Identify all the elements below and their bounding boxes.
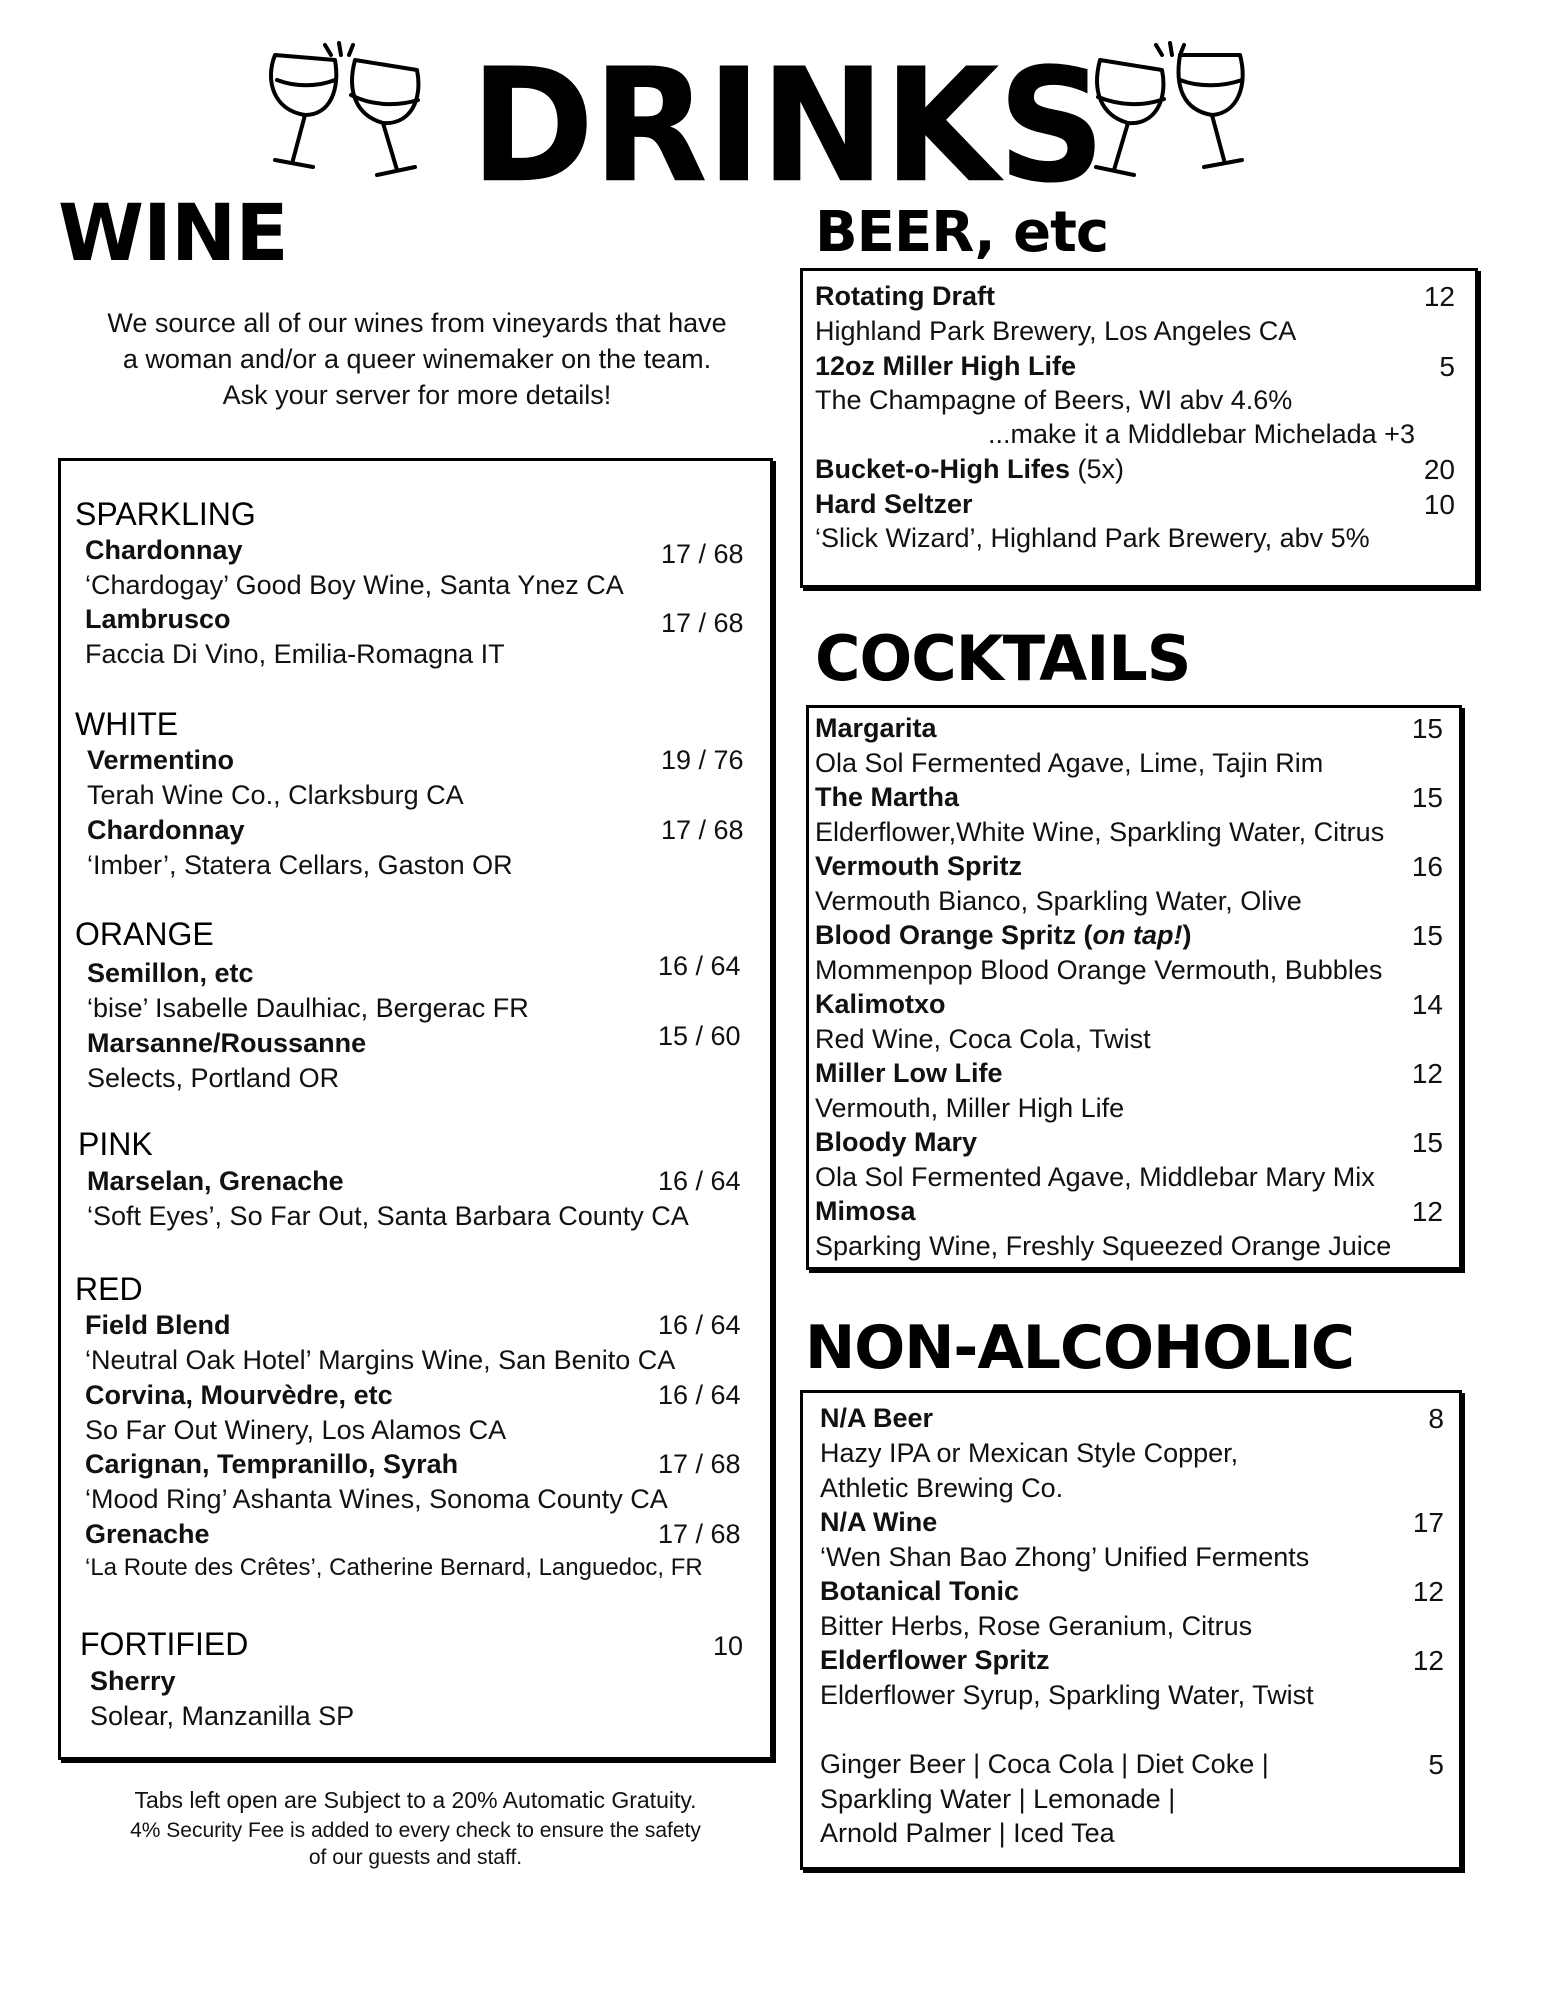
- beer-item-name: 12oz Miller High Life: [815, 351, 1077, 381]
- wine-item-price: 10: [713, 1631, 744, 1661]
- cocktail-item-name: The Martha: [815, 782, 960, 812]
- cocktail-item-price: 15: [1411, 782, 1443, 813]
- wine-item-name: Semillon, etc: [87, 958, 254, 988]
- cocktail-item-name: Margarita: [815, 713, 937, 743]
- beer-heading: BEER, etc: [815, 200, 1109, 265]
- section-title-sparkling: SPARKLING: [75, 496, 256, 532]
- wine-intro-line: Ask your server for more details!: [222, 380, 612, 410]
- wine-item-desc: ‘bise’ Isabelle Daulhiac, Bergerac FR: [87, 993, 529, 1023]
- wine-item-price: 15 / 60: [658, 1021, 741, 1051]
- wine-item-name: Sherry: [90, 1666, 176, 1696]
- wine-item-desc: ‘La Route des Crêtes’, Catherine Bernard, Languedoc, FR: [85, 1554, 703, 1581]
- wine-item-price: 16 / 64: [658, 1380, 741, 1410]
- cocktail-item-desc: Elderflower,White Wine, Sparkling Water, Citrus: [815, 817, 1385, 847]
- wine-item-desc: Selects, Portland OR: [87, 1063, 340, 1093]
- beer-item-price: 5: [1439, 351, 1455, 382]
- wine-item-name: Marselan, Grenache: [87, 1166, 344, 1196]
- non-alcoholic-heading: NON-ALCOHOLIC: [805, 1313, 1354, 1383]
- cocktail-item-price: 12: [1411, 1196, 1443, 1227]
- cocktail-item-price: 16: [1411, 851, 1443, 882]
- beer-item-name-text: Bucket-o-High Lifes: [815, 454, 1071, 484]
- beer-item-desc: The Champagne of Beers, WI abv 4.6%: [815, 385, 1293, 415]
- wine-item-desc: ‘Chardogay’ Good Boy Wine, Santa Ynez CA: [85, 570, 624, 600]
- beer-item-price: 12: [1423, 281, 1455, 312]
- security-fee-notice: [58, 1817, 773, 1871]
- wine-item-desc: Faccia Di Vino, Emilia-Romagna IT: [85, 639, 505, 669]
- na-item-desc: ‘Wen Shan Bao Zhong’ Unified Ferments: [820, 1542, 1310, 1572]
- cocktail-item-name: Bloody Mary: [815, 1127, 978, 1157]
- na-item-desc: Bitter Herbs, Rose Geranium, Citrus: [820, 1611, 1253, 1641]
- wine-item-price: 16 / 64: [658, 1310, 741, 1340]
- cocktail-item-price: 15: [1411, 1127, 1443, 1158]
- cocktails-list: [806, 705, 1462, 1270]
- wine-item-name: Lambrusco: [85, 604, 231, 634]
- beer-item-price: 20: [1423, 454, 1455, 485]
- cocktail-item-name: Kalimotxo: [815, 989, 946, 1019]
- section-title-pink: PINK: [78, 1126, 153, 1162]
- wine-heading: WINE: [58, 189, 288, 279]
- wine-item-name: Field Blend: [85, 1310, 231, 1340]
- beer-item-name: Rotating Draft: [815, 281, 995, 311]
- soda-list-line: Arnold Palmer | Iced Tea: [820, 1818, 1115, 1848]
- cocktail-item-desc: Ola Sol Fermented Agave, Lime, Tajin Rim: [815, 748, 1324, 778]
- wine-item-name: Marsanne/Roussanne: [87, 1028, 367, 1058]
- wine-item-price: 17 / 68: [661, 539, 744, 569]
- cocktail-item-price: 15: [1411, 713, 1443, 744]
- section-title-fortified: FORTIFIED: [80, 1626, 249, 1662]
- beer-item-name: Hard Seltzer: [815, 489, 973, 519]
- na-item-name: Botanical Tonic: [820, 1576, 1020, 1606]
- wine-glasses-toast-icon: [1080, 35, 1260, 185]
- beer-item-name: [815, 454, 1124, 485]
- cocktail-item-name-end: ): [1182, 920, 1192, 950]
- na-item-price: 12: [1412, 1576, 1444, 1607]
- wine-item-price: 16 / 64: [658, 1166, 741, 1196]
- wine-list: [58, 458, 773, 1760]
- section-title-white: WHITE: [75, 706, 179, 742]
- wine-item-price: 17 / 68: [658, 1519, 741, 1549]
- na-item-price: 17: [1412, 1507, 1444, 1538]
- wine-item-price: 17 / 68: [658, 1449, 741, 1479]
- soda-list-line: Sparkling Water | Lemonade |: [820, 1784, 1176, 1814]
- cocktail-item-name: [815, 920, 1192, 951]
- wine-item-desc: Terah Wine Co., Clarksburg CA: [87, 780, 464, 810]
- page-title: DRINKS: [470, 35, 1104, 219]
- cocktails-heading: COCKTAILS: [815, 622, 1191, 695]
- na-item-desc: Elderflower Syrup, Sparkling Water, Twist: [820, 1680, 1314, 1710]
- wine-item-price: 16 / 64: [658, 951, 741, 981]
- na-item-price: 8: [1428, 1403, 1444, 1434]
- soda-price: 5: [1428, 1749, 1444, 1780]
- na-item-desc: Hazy IPA or Mexican Style Copper,: [820, 1438, 1239, 1468]
- wine-item-desc: ‘Imber’, Statera Cellars, Gaston OR: [87, 850, 513, 880]
- cocktail-item-name: Mimosa: [815, 1196, 916, 1226]
- beer-item-price: 10: [1423, 489, 1455, 520]
- security-fee-line: 4% Security Fee is added to every check to ensure the safety: [130, 1819, 701, 1842]
- wine-item-desc: ‘Neutral Oak Hotel’ Margins Wine, San Benito CA: [85, 1345, 676, 1375]
- wine-intro-line: a woman and/or a queer winemaker on the team.: [122, 344, 712, 374]
- cocktail-item-desc: Red Wine, Coca Cola, Twist: [815, 1024, 1151, 1054]
- wine-item-name: Chardonnay: [87, 815, 245, 845]
- wine-intro: [72, 305, 762, 413]
- wine-intro-line: We source all of our wines from vineyards that have: [107, 308, 727, 338]
- wine-item-desc: Solear, Manzanilla SP: [90, 1701, 355, 1731]
- wine-item-price: 19 / 76: [661, 745, 744, 775]
- security-fee-line: of our guests and staff.: [308, 1846, 523, 1869]
- beer-list: [800, 268, 1478, 588]
- beer-item-qty: (5x): [1077, 454, 1125, 484]
- na-item-desc: Athletic Brewing Co.: [820, 1473, 1064, 1503]
- wine-item-name: Grenache: [85, 1519, 210, 1549]
- wine-item-name: Corvina, Mourvèdre, etc: [85, 1380, 393, 1410]
- section-title-orange: ORANGE: [75, 916, 214, 952]
- wine-item-name: Chardonnay: [85, 535, 243, 565]
- beer-item-desc: ‘Slick Wizard’, Highland Park Brewery, abv 5%: [815, 523, 1370, 553]
- cocktail-item-price: 12: [1411, 1058, 1443, 1089]
- beer-item-note: ...make it a Middlebar Michelada +3: [988, 419, 1415, 449]
- cocktail-item-desc: Ola Sol Fermented Agave, Middlebar Mary Mix: [815, 1162, 1375, 1192]
- wine-item-desc: ‘Mood Ring’ Ashanta Wines, Sonoma County CA: [85, 1484, 668, 1514]
- cocktail-item-name-text: Blood Orange Spritz (: [815, 920, 1093, 950]
- cocktail-item-price: 14: [1411, 989, 1443, 1020]
- wine-item-price: 17 / 68: [661, 608, 744, 638]
- wine-glasses-toast-icon: [255, 35, 435, 185]
- cocktail-item-desc: Vermouth Bianco, Sparkling Water, Olive: [815, 886, 1302, 916]
- non-alcoholic-list: [800, 1390, 1462, 1870]
- soda-list-line: Ginger Beer | Coca Cola | Diet Coke |: [820, 1749, 1269, 1779]
- cocktail-item-desc: Vermouth, Miller High Life: [815, 1093, 1125, 1123]
- wine-item-name: Carignan, Tempranillo, Syrah: [85, 1449, 459, 1479]
- cocktail-item-desc: Sparking Wine, Freshly Squeezed Orange Juice: [815, 1231, 1392, 1261]
- na-item-price: 12: [1412, 1645, 1444, 1676]
- section-title-red: RED: [75, 1271, 143, 1307]
- gratuity-notice: Tabs left open are Subject to a 20% Automatic Gratuity.: [134, 1787, 697, 1813]
- wine-item-desc: ‘Soft Eyes’, So Far Out, Santa Barbara County CA: [87, 1201, 689, 1231]
- cocktail-item-desc: Mommenpop Blood Orange Vermouth, Bubbles: [815, 955, 1383, 985]
- wine-item-price: 17 / 68: [661, 815, 744, 845]
- na-item-name: N/A Beer: [820, 1403, 934, 1433]
- wine-item-name: Vermentino: [87, 745, 235, 775]
- na-item-name: Elderflower Spritz: [820, 1645, 1050, 1675]
- beer-item-desc: Highland Park Brewery, Los Angeles CA: [815, 316, 1297, 346]
- cocktail-item-name: Vermouth Spritz: [815, 851, 1023, 881]
- wine-item-desc: So Far Out Winery, Los Alamos CA: [85, 1415, 507, 1445]
- on-tap-label: on tap!: [1092, 920, 1183, 950]
- na-item-name: N/A Wine: [820, 1507, 938, 1537]
- cocktail-item-name: Miller Low Life: [815, 1058, 1003, 1088]
- cocktail-item-price: 15: [1411, 920, 1443, 951]
